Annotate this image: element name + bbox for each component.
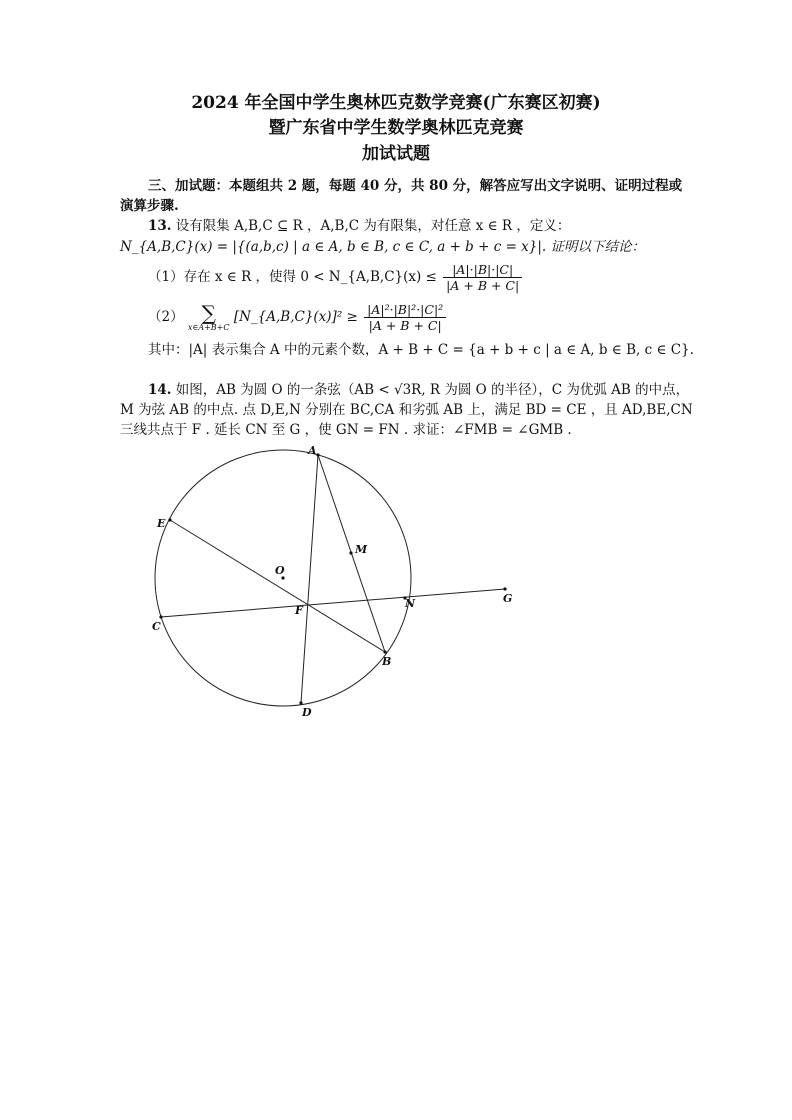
point-g — [503, 587, 506, 590]
summation-symbol: ∑ x∈A+B+C — [187, 301, 230, 332]
problem-13-definition: N_{A,B,C}(x) = |{(a,b,c) | a ∈ A, b ∈ B, c ∈ C, a + b + c = x}|. 证明以下结论： — [120, 239, 646, 255]
label-o: O — [275, 564, 285, 577]
label-c: C — [152, 620, 161, 633]
problem-13-number: 13. — [148, 218, 172, 234]
title-line-3: 加试试题 — [362, 144, 430, 164]
point-a — [316, 453, 319, 456]
problem-13-note: 其中：|A| 表示集合 A 中的元素个数，A + B + C = {a + b + c | a ∈ A, b ∈ B, c ∈ C}. — [148, 342, 694, 358]
point-c — [159, 615, 162, 618]
part-2-numerator: |A|²·|B|²·|C|² — [364, 302, 446, 318]
point-b — [383, 650, 386, 653]
point-d — [299, 701, 302, 704]
part-2-denominator: |A + B + C| — [368, 318, 442, 333]
intro-line-2: 演算步骤. — [120, 198, 179, 214]
part-2-body: [N_{A,B,C}(x)]² ≥ — [233, 309, 358, 325]
label-n: N — [405, 597, 416, 610]
intro-line-1: 三、加试题：本题组共 2 题，每题 40 分，共 80 分，解答应写出文字说明、证明过程或 — [148, 178, 683, 194]
part-1-numerator: |A|·|B|·|C| — [443, 262, 522, 278]
label-e: E — [157, 517, 166, 530]
problem-14-statement-1: 如图，AB 为圆 O 的一条弦（AB < √3R, R 为圆 O 的半径），C 为优弧 AB 的中点， — [175, 382, 690, 398]
part-1-denominator: |A + B + C| — [446, 278, 520, 293]
segment-be — [170, 520, 385, 652]
label-m: M — [355, 543, 368, 556]
label-d: D — [302, 706, 312, 719]
problem-14-number: 14. — [148, 382, 172, 398]
segment-cg — [161, 589, 505, 617]
problem-13-statement: 设有限集 A,B,C ⊆ R ，A,B,C 为有限集，对任意 x ∈ R ，定义： — [175, 218, 571, 234]
point-m — [349, 551, 352, 554]
label-g: G — [503, 592, 513, 605]
label-a: A — [308, 444, 317, 457]
point-e — [168, 518, 171, 521]
problem-14-line-3: 三线共点于 F . 延长 CN 至 G ，使 GN = FN . 求证：∠FMB = ∠GMB . — [120, 422, 572, 438]
part-2-prefix: （2） — [148, 309, 184, 325]
part-1-prefix: （1）存在 x ∈ R ，使得 0 < N_{A,B,C}(x) ≤ — [148, 269, 437, 285]
title-line-1: 2024 年全国中学生奥林匹克数学竞赛(广东赛区初赛) — [191, 93, 601, 113]
segment-ad — [301, 455, 318, 703]
label-b: B — [382, 655, 392, 668]
title-line-2: 暨广东省中学生数学奥林匹克竞赛 — [268, 118, 524, 138]
label-f: F — [295, 604, 303, 617]
problem-14-line-2: M 为弦 AB 的中点. 点 D,E,N 分别在 BC,CA 和劣弧 AB 上，满足 BD = CE ，且 AD,BE,CN — [120, 402, 693, 418]
summation-subscript: x∈A+B+C — [187, 323, 230, 332]
